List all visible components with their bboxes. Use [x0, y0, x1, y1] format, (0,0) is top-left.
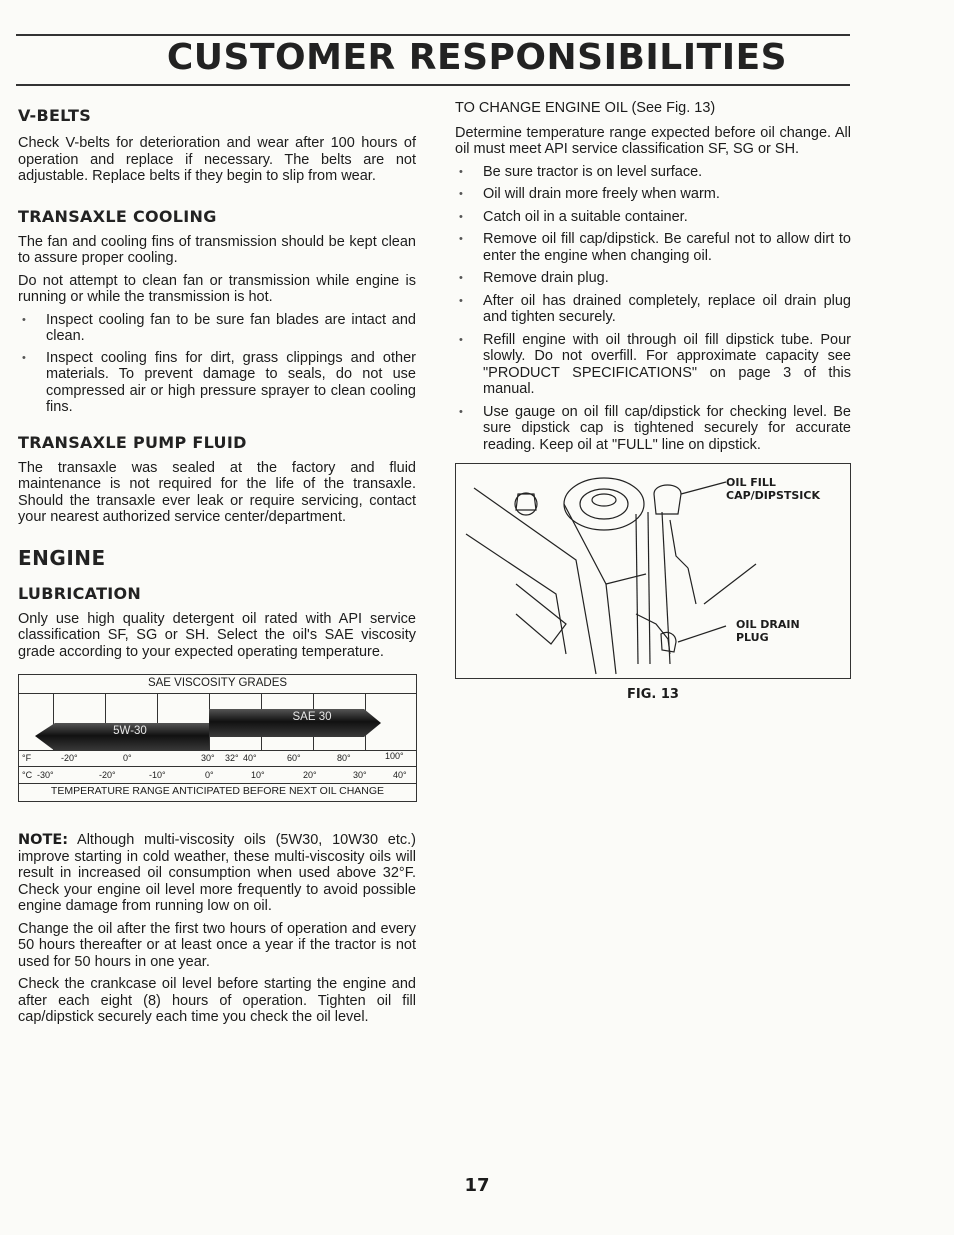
check-level-text: Check the crankcase oil level before starting the engine and after each eight (8) hours of operation. Tighten oil fill cap/dipstick securely each time you check the oil level.: [18, 976, 416, 1025]
list-item: • Be sure tractor is on level surface.: [455, 164, 851, 181]
fahrenheit-unit: °F: [22, 753, 32, 763]
f-tick: -20°: [61, 753, 78, 763]
c-tick: 20°: [303, 770, 317, 780]
change-oil-intro: Determine temperature range expected before oil change. All oil must meet API service classification SF, SG or SH.: [455, 124, 851, 157]
celsius-unit: °C: [22, 770, 33, 780]
oil-drain-label-line2: PLUG: [736, 631, 769, 644]
viscosity-chart: [18, 674, 417, 802]
list-item: • After oil has drained completely, replace oil drain plug and tighten securely.: [455, 293, 851, 326]
list-item: • Remove oil fill cap/dipstick. Be careful not to allow dirt to enter the engine when changing oil.: [455, 231, 851, 264]
f-tick: 80°: [337, 753, 351, 763]
oil-drain-label-line1: OIL DRAIN: [736, 618, 800, 631]
oil-fill-callout: [726, 476, 820, 502]
list-item: • Inspect cooling fan to be sure fan blades are intact and clean.: [18, 312, 416, 345]
transaxle-cooling-p1: The fan and cooling fins of transmission should be kept clean to assure proper cooling.: [18, 233, 416, 266]
c-tick: 0°: [205, 770, 214, 780]
note-text: Although multi-viscosity oils (5W30, 10W30 etc.) improve starting in cold weather, these multi-viscosity oils will result in increased oil consumption when used above 32°F. Check your engine oil level more frequently to avoid possible engine damage from running low on oil.: [18, 832, 416, 914]
transaxle-cooling-list: [18, 312, 416, 416]
transaxle-cooling-heading: TRANSAXLE COOLING: [18, 206, 217, 226]
viscosity-bars: [19, 693, 416, 769]
change-oil-heading: TO CHANGE ENGINE OIL (See Fig. 13): [455, 100, 716, 116]
note-paragraph: [18, 832, 416, 915]
note-label: NOTE:: [18, 832, 69, 848]
c-tick: -30°: [37, 770, 54, 780]
right-column: [455, 100, 851, 702]
f-tick: 32°: [225, 753, 239, 763]
f-tick: 0°: [123, 753, 132, 763]
chart-rule: [19, 750, 416, 751]
lubrication-heading: LUBRICATION: [18, 583, 142, 603]
list-item: • Refill engine with oil through oil fill dipstick tube. Pour slowly. Do not overfill. For approximate capacity see "PRODUCT SPECIFICATIONS" on page 3 of this manual.: [455, 332, 851, 398]
transaxle-pump-heading: TRANSAXLE PUMP FLUID: [18, 432, 247, 452]
viscosity-chart-title: SAE VISCOSITY GRADES: [147, 677, 288, 689]
lubrication-text: Only use high quality detergent oil rated with API service classification SF, SG or SH. Select the oil's SAE viscosity grade according to your expected operating temperature.: [18, 610, 416, 660]
vbelts-text: Check V-belts for deterioration and wear after 100 hours of operation and replace if necessary. The belts are not adjustable. Replace belts if they begin to slip from wear.: [18, 135, 416, 184]
chart-rule: [19, 783, 416, 784]
list-item: • Remove drain plug.: [455, 270, 851, 287]
c-tick: 30°: [353, 770, 367, 780]
chart-rule: [19, 766, 416, 767]
figure-13: [455, 463, 851, 679]
oil-fill-label-line2: CAP/DIPSTSICK: [726, 489, 820, 502]
c-tick: 40°: [393, 770, 407, 780]
c-tick: -10°: [149, 770, 166, 780]
list-item: • Oil will drain more freely when warm.: [455, 186, 851, 203]
left-column: [18, 100, 416, 1026]
oil-drain-callout: [736, 618, 800, 644]
f-tick: 30°: [201, 753, 215, 763]
list-item: • Catch oil in a suitable container.: [455, 209, 851, 226]
c-tick: 10°: [251, 770, 265, 780]
c-tick: -20°: [99, 770, 116, 780]
header-rule-bottom: [16, 84, 850, 86]
page-title: CUSTOMER RESPONSIBILITIES: [166, 37, 788, 78]
change-oil-steps: [455, 164, 851, 454]
list-item: • Use gauge on oil fill cap/dipstick for checking level. Be sure dipstick cap is tightened securely for accurate reading. Keep oil at "FULL" line on dipstick.: [455, 404, 851, 454]
viscosity-chart-footer: TEMPERATURE RANGE ANTICIPATED BEFORE NEXT OIL CHANGE: [50, 785, 385, 797]
f-tick: 40°: [243, 753, 257, 763]
engine-heading: ENGINE: [18, 545, 106, 570]
f-tick: 100°: [385, 751, 404, 761]
transaxle-pump-text: The transaxle was sealed at the factory and fluid maintenance is not required for the life of the transaxle. Should the transaxle ever leak or require servicing, contact your nearest authorized service center/department.: [18, 459, 416, 525]
header-rule-top: [16, 34, 850, 36]
page-number: 17: [464, 1175, 490, 1196]
oil-fill-label-line1: OIL FILL: [726, 476, 776, 489]
figure-caption: FIG. 13: [627, 687, 679, 702]
f-tick: 60°: [287, 753, 301, 763]
5w30-label: 5W-30: [113, 725, 147, 737]
transaxle-cooling-p2: Do not attempt to clean fan or transmission while engine is running or while the transmission is hot.: [18, 272, 416, 305]
vbelts-heading: V-BELTS: [18, 106, 92, 125]
list-item: • Inspect cooling fins for dirt, grass clippings and other materials. To prevent damage to seals, do not use compressed air or high pressure sprayer to clean cooling fins.: [18, 350, 416, 416]
change-oil-text: Change the oil after the first two hours of operation and every 50 hours thereafter or at least once a year if the tractor is not used for 50 hours in one year.: [18, 920, 416, 970]
sae30-label: SAE 30: [292, 711, 332, 723]
